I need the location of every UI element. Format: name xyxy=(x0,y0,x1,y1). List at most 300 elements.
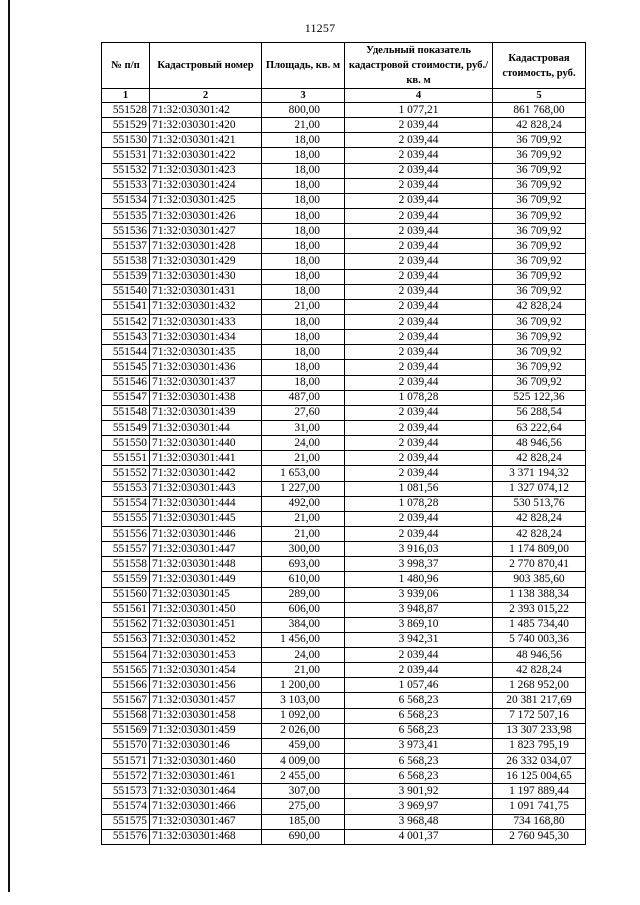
cadastral-cost-cell: 7 172 507,16 xyxy=(493,708,586,723)
table-row xyxy=(102,693,586,708)
unit-rate-cell: 2 039,44 xyxy=(345,118,493,133)
area-cell: 690,00 xyxy=(262,829,345,844)
unit-rate-cell: 2 039,44 xyxy=(345,420,493,435)
column-number-row xyxy=(102,89,586,103)
table-header-row xyxy=(102,43,586,89)
cadastral-cost-cell: 530 513,76 xyxy=(493,496,586,511)
row-number-cell: 551562 xyxy=(102,617,150,632)
cadastral-cost-cell: 36 709,92 xyxy=(493,224,586,239)
row-number-cell: 551536 xyxy=(102,224,150,239)
row-number-cell: 551533 xyxy=(102,178,150,193)
table-row xyxy=(102,814,586,829)
cadastral-cost-cell: 1 485 734,40 xyxy=(493,617,586,632)
cadastral-value-table xyxy=(101,42,586,845)
area-cell: 693,00 xyxy=(262,557,345,572)
table-row xyxy=(102,466,586,481)
unit-rate-cell: 2 039,44 xyxy=(345,405,493,420)
area-cell: 18,00 xyxy=(262,330,345,345)
table-row xyxy=(102,375,586,390)
cadastral-number-cell: 71:32:030301:421 xyxy=(150,133,262,148)
row-number-cell: 551561 xyxy=(102,602,150,617)
cadastral-number-cell: 71:32:030301:454 xyxy=(150,663,262,678)
cadastral-cost-cell: 36 709,92 xyxy=(493,178,586,193)
area-cell: 31,00 xyxy=(262,420,345,435)
area-cell: 2 026,00 xyxy=(262,723,345,738)
unit-rate-cell: 2 039,44 xyxy=(345,451,493,466)
cadastral-number-cell: 71:32:030301:448 xyxy=(150,557,262,572)
cadastral-cost-cell: 36 709,92 xyxy=(493,254,586,269)
unit-rate-cell: 1 480,96 xyxy=(345,572,493,587)
area-cell: 18,00 xyxy=(262,254,345,269)
table-row xyxy=(102,632,586,647)
area-cell: 459,00 xyxy=(262,738,345,753)
cadastral-cost-cell: 36 709,92 xyxy=(493,163,586,178)
cadastral-cost-cell: 36 709,92 xyxy=(493,133,586,148)
cadastral-number-cell: 71:32:030301:466 xyxy=(150,799,262,814)
row-number-cell: 551537 xyxy=(102,239,150,254)
row-number-cell: 551544 xyxy=(102,345,150,360)
cadastral-number-cell: 71:32:030301:451 xyxy=(150,617,262,632)
row-number-cell: 551541 xyxy=(102,299,150,314)
area-cell: 18,00 xyxy=(262,148,345,163)
cadastral-cost-cell: 1 091 741,75 xyxy=(493,799,586,814)
unit-rate-cell: 3 998,37 xyxy=(345,557,493,572)
unit-rate-cell: 2 039,44 xyxy=(345,360,493,375)
unit-rate-cell: 2 039,44 xyxy=(345,299,493,314)
row-number-cell: 551576 xyxy=(102,829,150,844)
row-number-cell: 551529 xyxy=(102,118,150,133)
cadastral-cost-cell: 26 332 034,07 xyxy=(493,754,586,769)
cadastral-number-cell: 71:32:030301:450 xyxy=(150,602,262,617)
row-number-cell: 551531 xyxy=(102,148,150,163)
cadastral-number-cell: 71:32:030301:457 xyxy=(150,693,262,708)
cadastral-cost-cell: 36 709,92 xyxy=(493,148,586,163)
area-cell: 800,00 xyxy=(262,103,345,118)
cadastral-number-cell: 71:32:030301:468 xyxy=(150,829,262,844)
unit-rate-cell: 3 942,31 xyxy=(345,632,493,647)
cadastral-cost-cell: 20 381 217,69 xyxy=(493,693,586,708)
cadastral-number-cell: 71:32:030301:437 xyxy=(150,375,262,390)
cadastral-cost-cell: 1 823 795,19 xyxy=(493,738,586,753)
cadastral-cost-cell: 903 385,60 xyxy=(493,572,586,587)
row-number-cell: 551553 xyxy=(102,481,150,496)
cadastral-cost-cell: 3 371 194,32 xyxy=(493,466,586,481)
cadastral-cost-cell: 861 768,00 xyxy=(493,103,586,118)
cadastral-number-cell: 71:32:030301:42 xyxy=(150,103,262,118)
cadastral-number-cell: 71:32:030301:45 xyxy=(150,587,262,602)
cadastral-number-cell: 71:32:030301:46 xyxy=(150,738,262,753)
unit-rate-cell: 3 948,87 xyxy=(345,602,493,617)
row-number-cell: 551560 xyxy=(102,587,150,602)
table-row xyxy=(102,511,586,526)
table-row xyxy=(102,118,586,133)
row-number-cell: 551538 xyxy=(102,254,150,269)
area-cell: 21,00 xyxy=(262,299,345,314)
unit-rate-cell: 1 078,28 xyxy=(345,390,493,405)
table-row xyxy=(102,254,586,269)
cadastral-number-cell: 71:32:030301:433 xyxy=(150,314,262,329)
area-cell: 24,00 xyxy=(262,436,345,451)
row-number-cell: 551546 xyxy=(102,375,150,390)
cadastral-cost-cell: 48 946,56 xyxy=(493,436,586,451)
cadastral-number-cell: 71:32:030301:441 xyxy=(150,451,262,466)
column-number: 3 xyxy=(262,89,345,103)
table-row xyxy=(102,148,586,163)
cadastral-cost-cell: 2 760 945,30 xyxy=(493,829,586,844)
row-number-cell: 551574 xyxy=(102,799,150,814)
table-row xyxy=(102,284,586,299)
table-row xyxy=(102,133,586,148)
header-area: Площадь, кв. м xyxy=(262,43,345,89)
cadastral-cost-cell: 63 222,64 xyxy=(493,420,586,435)
table-row xyxy=(102,345,586,360)
cadastral-cost-cell: 56 288,54 xyxy=(493,405,586,420)
cadastral-number-cell: 71:32:030301:420 xyxy=(150,118,262,133)
row-number-cell: 551567 xyxy=(102,693,150,708)
area-cell: 18,00 xyxy=(262,178,345,193)
unit-rate-cell: 2 039,44 xyxy=(345,254,493,269)
table-row xyxy=(102,299,586,314)
area-cell: 1 653,00 xyxy=(262,466,345,481)
area-cell: 18,00 xyxy=(262,269,345,284)
row-number-cell: 551548 xyxy=(102,405,150,420)
unit-rate-cell: 1 077,21 xyxy=(345,103,493,118)
row-number-cell: 551543 xyxy=(102,330,150,345)
row-number-cell: 551570 xyxy=(102,738,150,753)
table-row xyxy=(102,496,586,511)
area-cell: 275,00 xyxy=(262,799,345,814)
unit-rate-cell: 3 901,92 xyxy=(345,784,493,799)
header-cadastral-cost: Кадастровая стоимость, руб. xyxy=(493,43,586,89)
row-number-cell: 551569 xyxy=(102,723,150,738)
cadastral-number-cell: 71:32:030301:436 xyxy=(150,360,262,375)
row-number-cell: 551530 xyxy=(102,133,150,148)
table-row xyxy=(102,193,586,208)
unit-rate-cell: 2 039,44 xyxy=(345,526,493,541)
area-cell: 1 227,00 xyxy=(262,481,345,496)
cadastral-number-cell: 71:32:030301:443 xyxy=(150,481,262,496)
cadastral-cost-cell: 1 174 809,00 xyxy=(493,542,586,557)
row-number-cell: 551558 xyxy=(102,557,150,572)
column-number: 4 xyxy=(345,89,493,103)
cadastral-number-cell: 71:32:030301:425 xyxy=(150,193,262,208)
unit-rate-cell: 3 973,41 xyxy=(345,738,493,753)
cadastral-cost-cell: 36 709,92 xyxy=(493,193,586,208)
unit-rate-cell: 4 001,37 xyxy=(345,829,493,844)
area-cell: 384,00 xyxy=(262,617,345,632)
table-row xyxy=(102,784,586,799)
row-number-cell: 551549 xyxy=(102,420,150,435)
table-row xyxy=(102,239,586,254)
row-number-cell: 551555 xyxy=(102,511,150,526)
unit-rate-cell: 2 039,44 xyxy=(345,466,493,481)
table-row xyxy=(102,103,586,118)
area-cell: 4 009,00 xyxy=(262,754,345,769)
column-number: 2 xyxy=(150,89,262,103)
table-row xyxy=(102,269,586,284)
cadastral-number-cell: 71:32:030301:422 xyxy=(150,148,262,163)
cadastral-cost-cell: 13 307 233,98 xyxy=(493,723,586,738)
cadastral-cost-cell: 2 393 015,22 xyxy=(493,602,586,617)
cadastral-cost-cell: 36 709,92 xyxy=(493,330,586,345)
area-cell: 18,00 xyxy=(262,284,345,299)
cadastral-cost-cell: 42 828,24 xyxy=(493,511,586,526)
area-cell: 300,00 xyxy=(262,542,345,557)
unit-rate-cell: 2 039,44 xyxy=(345,148,493,163)
table-row xyxy=(102,587,586,602)
table-row xyxy=(102,738,586,753)
cadastral-cost-cell: 48 946,56 xyxy=(493,648,586,663)
area-cell: 1 456,00 xyxy=(262,632,345,647)
cadastral-cost-cell: 1 268 952,00 xyxy=(493,678,586,693)
area-cell: 21,00 xyxy=(262,451,345,466)
unit-rate-cell: 3 969,97 xyxy=(345,799,493,814)
table-row xyxy=(102,754,586,769)
cadastral-number-cell: 71:32:030301:452 xyxy=(150,632,262,647)
row-number-cell: 551566 xyxy=(102,678,150,693)
table-row xyxy=(102,542,586,557)
area-cell: 21,00 xyxy=(262,663,345,678)
cadastral-number-cell: 71:32:030301:458 xyxy=(150,708,262,723)
unit-rate-cell: 1 078,28 xyxy=(345,496,493,511)
cadastral-number-cell: 71:32:030301:444 xyxy=(150,496,262,511)
unit-rate-cell: 1 057,46 xyxy=(345,678,493,693)
row-number-cell: 551563 xyxy=(102,632,150,647)
cadastral-number-cell: 71:32:030301:429 xyxy=(150,254,262,269)
area-cell: 18,00 xyxy=(262,163,345,178)
area-cell: 1 092,00 xyxy=(262,708,345,723)
cadastral-number-cell: 71:32:030301:456 xyxy=(150,678,262,693)
column-number: 1 xyxy=(102,89,150,103)
table-row xyxy=(102,330,586,345)
cadastral-cost-cell: 2 770 870,41 xyxy=(493,557,586,572)
unit-rate-cell: 6 568,23 xyxy=(345,723,493,738)
unit-rate-cell: 2 039,44 xyxy=(345,436,493,451)
cadastral-number-cell: 71:32:030301:431 xyxy=(150,284,262,299)
row-number-cell: 551539 xyxy=(102,269,150,284)
cadastral-number-cell: 71:32:030301:442 xyxy=(150,466,262,481)
unit-rate-cell: 3 869,10 xyxy=(345,617,493,632)
table-row xyxy=(102,663,586,678)
row-number-cell: 551528 xyxy=(102,103,150,118)
unit-rate-cell: 2 039,44 xyxy=(345,224,493,239)
row-number-cell: 551571 xyxy=(102,754,150,769)
unit-rate-cell: 1 081,56 xyxy=(345,481,493,496)
row-number-cell: 551564 xyxy=(102,648,150,663)
cadastral-number-cell: 71:32:030301:453 xyxy=(150,648,262,663)
cadastral-number-cell: 71:32:030301:434 xyxy=(150,330,262,345)
cadastral-number-cell: 71:32:030301:467 xyxy=(150,814,262,829)
row-number-cell: 551540 xyxy=(102,284,150,299)
cadastral-cost-cell: 42 828,24 xyxy=(493,663,586,678)
row-number-cell: 551565 xyxy=(102,663,150,678)
row-number-cell: 551557 xyxy=(102,542,150,557)
cadastral-number-cell: 71:32:030301:460 xyxy=(150,754,262,769)
unit-rate-cell: 2 039,44 xyxy=(345,163,493,178)
table-row xyxy=(102,163,586,178)
area-cell: 18,00 xyxy=(262,360,345,375)
table-row xyxy=(102,390,586,405)
row-number-cell: 551568 xyxy=(102,708,150,723)
area-cell: 18,00 xyxy=(262,224,345,239)
table-row xyxy=(102,360,586,375)
cadastral-cost-cell: 42 828,24 xyxy=(493,118,586,133)
area-cell: 18,00 xyxy=(262,193,345,208)
table-row xyxy=(102,572,586,587)
cadastral-cost-cell: 1 138 388,34 xyxy=(493,587,586,602)
cadastral-cost-cell: 36 709,92 xyxy=(493,208,586,223)
row-number-cell: 551532 xyxy=(102,163,150,178)
cadastral-cost-cell: 36 709,92 xyxy=(493,269,586,284)
unit-rate-cell: 2 039,44 xyxy=(345,663,493,678)
unit-rate-cell: 2 039,44 xyxy=(345,314,493,329)
area-cell: 185,00 xyxy=(262,814,345,829)
cadastral-number-cell: 71:32:030301:424 xyxy=(150,178,262,193)
area-cell: 18,00 xyxy=(262,345,345,360)
area-cell: 21,00 xyxy=(262,511,345,526)
row-number-cell: 551545 xyxy=(102,360,150,375)
table-row xyxy=(102,708,586,723)
area-cell: 1 200,00 xyxy=(262,678,345,693)
area-cell: 27,60 xyxy=(262,405,345,420)
unit-rate-cell: 6 568,23 xyxy=(345,708,493,723)
cadastral-number-cell: 71:32:030301:449 xyxy=(150,572,262,587)
cadastral-number-cell: 71:32:030301:428 xyxy=(150,239,262,254)
area-cell: 289,00 xyxy=(262,587,345,602)
table-row xyxy=(102,481,586,496)
cadastral-number-cell: 71:32:030301:439 xyxy=(150,405,262,420)
row-number-cell: 551542 xyxy=(102,314,150,329)
unit-rate-cell: 2 039,44 xyxy=(345,208,493,223)
row-number-cell: 551547 xyxy=(102,390,150,405)
page-left-border xyxy=(8,0,10,892)
unit-rate-cell: 2 039,44 xyxy=(345,330,493,345)
row-number-cell: 551552 xyxy=(102,466,150,481)
unit-rate-cell: 6 568,23 xyxy=(345,754,493,769)
unit-rate-cell: 2 039,44 xyxy=(345,648,493,663)
cadastral-cost-cell: 36 709,92 xyxy=(493,239,586,254)
unit-rate-cell: 3 939,06 xyxy=(345,587,493,602)
cadastral-cost-cell: 734 168,80 xyxy=(493,814,586,829)
cadastral-number-cell: 71:32:030301:432 xyxy=(150,299,262,314)
unit-rate-cell: 2 039,44 xyxy=(345,178,493,193)
cadastral-number-cell: 71:32:030301:430 xyxy=(150,269,262,284)
table-body xyxy=(102,103,586,845)
table-row xyxy=(102,436,586,451)
row-number-cell: 551572 xyxy=(102,769,150,784)
row-number-cell: 551573 xyxy=(102,784,150,799)
area-cell: 307,00 xyxy=(262,784,345,799)
unit-rate-cell: 6 568,23 xyxy=(345,769,493,784)
table-row xyxy=(102,769,586,784)
cadastral-cost-cell: 36 709,92 xyxy=(493,375,586,390)
cadastral-number-cell: 71:32:030301:440 xyxy=(150,436,262,451)
table-row xyxy=(102,451,586,466)
table-row xyxy=(102,602,586,617)
page-number: 11257 xyxy=(304,21,336,35)
area-cell: 492,00 xyxy=(262,496,345,511)
cadastral-number-cell: 71:32:030301:447 xyxy=(150,542,262,557)
table-row xyxy=(102,829,586,844)
row-number-cell: 551559 xyxy=(102,572,150,587)
cadastral-cost-cell: 42 828,24 xyxy=(493,451,586,466)
area-cell: 18,00 xyxy=(262,314,345,329)
area-cell: 18,00 xyxy=(262,208,345,223)
cadastral-number-cell: 71:32:030301:435 xyxy=(150,345,262,360)
row-number-cell: 551535 xyxy=(102,208,150,223)
cadastral-cost-cell: 5 740 003,36 xyxy=(493,632,586,647)
row-number-cell: 551575 xyxy=(102,814,150,829)
cadastral-cost-cell: 16 125 004,65 xyxy=(493,769,586,784)
unit-rate-cell: 6 568,23 xyxy=(345,693,493,708)
unit-rate-cell: 2 039,44 xyxy=(345,284,493,299)
unit-rate-cell: 2 039,44 xyxy=(345,345,493,360)
unit-rate-cell: 3 916,03 xyxy=(345,542,493,557)
cadastral-number-cell: 71:32:030301:446 xyxy=(150,526,262,541)
unit-rate-cell: 2 039,44 xyxy=(345,375,493,390)
unit-rate-cell: 2 039,44 xyxy=(345,239,493,254)
area-cell: 24,00 xyxy=(262,648,345,663)
table-row xyxy=(102,224,586,239)
cadastral-cost-cell: 1 197 889,44 xyxy=(493,784,586,799)
cadastral-cost-cell: 36 709,92 xyxy=(493,314,586,329)
cadastral-number-cell: 71:32:030301:438 xyxy=(150,390,262,405)
unit-rate-cell: 2 039,44 xyxy=(345,193,493,208)
area-cell: 18,00 xyxy=(262,239,345,254)
area-cell: 21,00 xyxy=(262,526,345,541)
cadastral-cost-cell: 1 327 074,12 xyxy=(493,481,586,496)
cadastral-number-cell: 71:32:030301:461 xyxy=(150,769,262,784)
table-row xyxy=(102,405,586,420)
cadastral-number-cell: 71:32:030301:426 xyxy=(150,208,262,223)
table-row xyxy=(102,617,586,632)
table-row xyxy=(102,648,586,663)
cadastral-cost-cell: 36 709,92 xyxy=(493,284,586,299)
table-row xyxy=(102,723,586,738)
cadastral-cost-cell: 42 828,24 xyxy=(493,299,586,314)
column-number: 5 xyxy=(493,89,586,103)
unit-rate-cell: 3 968,48 xyxy=(345,814,493,829)
table-row xyxy=(102,178,586,193)
cadastral-number-cell: 71:32:030301:423 xyxy=(150,163,262,178)
area-cell: 3 103,00 xyxy=(262,693,345,708)
cadastral-number-cell: 71:32:030301:459 xyxy=(150,723,262,738)
unit-rate-cell: 2 039,44 xyxy=(345,511,493,526)
header-row-number: № п/п xyxy=(102,43,150,89)
cadastral-cost-cell: 36 709,92 xyxy=(493,360,586,375)
row-number-cell: 551556 xyxy=(102,526,150,541)
unit-rate-cell: 2 039,44 xyxy=(345,269,493,284)
cadastral-cost-cell: 36 709,92 xyxy=(493,345,586,360)
area-cell: 21,00 xyxy=(262,118,345,133)
cadastral-number-cell: 71:32:030301:445 xyxy=(150,511,262,526)
header-cadastral-number: Кадастровый номер xyxy=(150,43,262,89)
table-row xyxy=(102,799,586,814)
cadastral-cost-cell: 525 122,36 xyxy=(493,390,586,405)
area-cell: 610,00 xyxy=(262,572,345,587)
area-cell: 606,00 xyxy=(262,602,345,617)
row-number-cell: 551551 xyxy=(102,451,150,466)
table-row xyxy=(102,557,586,572)
cadastral-cost-cell: 42 828,24 xyxy=(493,526,586,541)
cadastral-number-cell: 71:32:030301:464 xyxy=(150,784,262,799)
row-number-cell: 551550 xyxy=(102,436,150,451)
table-row xyxy=(102,208,586,223)
header-unit-rate: Удельный показатель кадастровой стоимости, руб./кв. м xyxy=(345,43,493,89)
row-number-cell: 551534 xyxy=(102,193,150,208)
area-cell: 18,00 xyxy=(262,375,345,390)
area-cell: 2 455,00 xyxy=(262,769,345,784)
